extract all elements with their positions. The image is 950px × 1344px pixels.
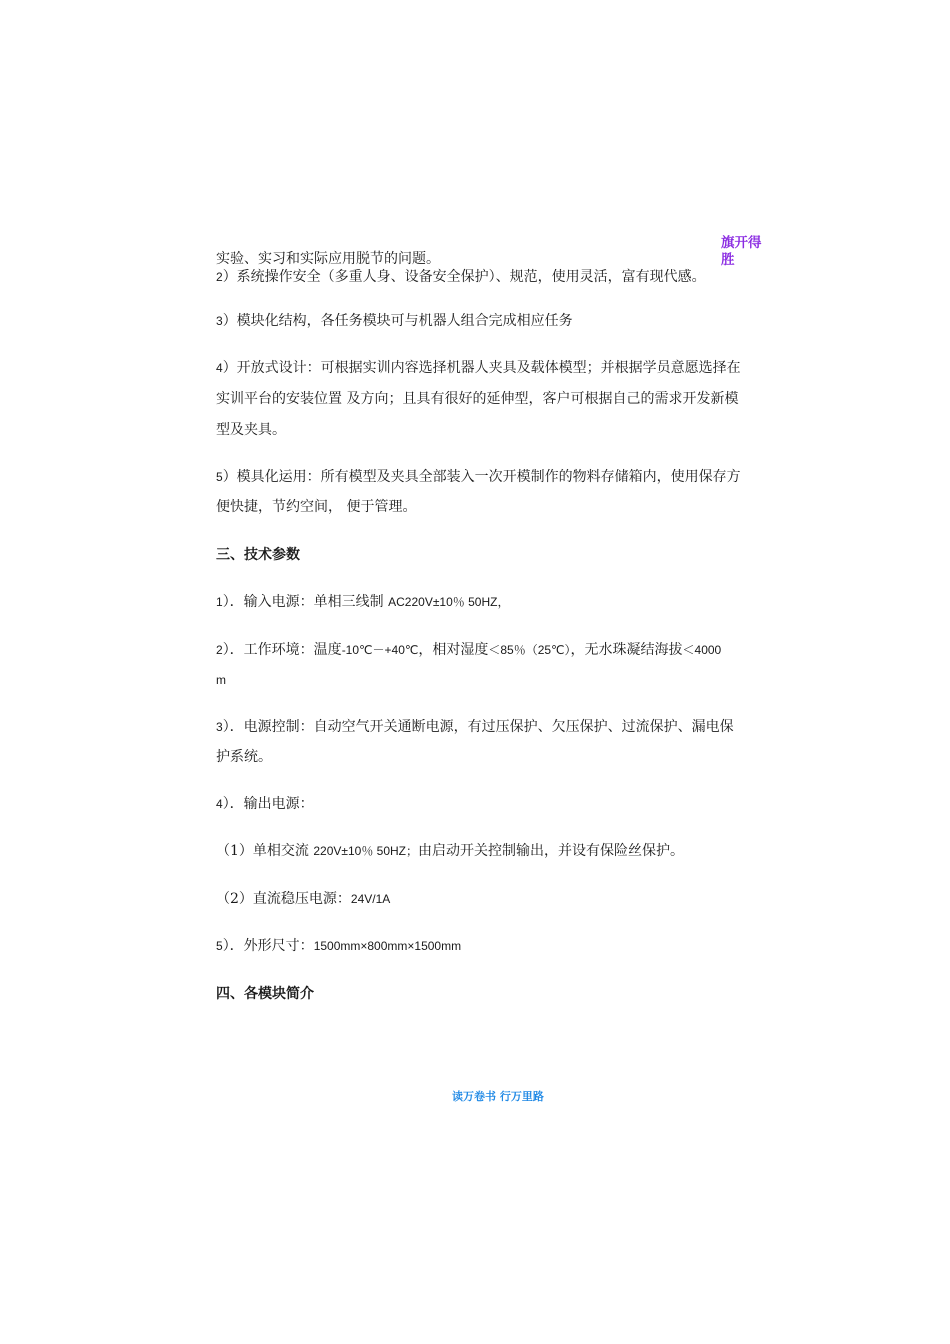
item-number: 3 [216, 314, 223, 328]
param-value: -10℃－+40℃ [341, 643, 419, 657]
item-number: 3 [216, 720, 223, 734]
item-number: 1 [216, 595, 223, 609]
paragraph-line-1: 实验、实习和实际应用脱节的问题。 [216, 251, 440, 267]
param-label: ，无水珠凝结海拔 [570, 642, 683, 658]
item-number: 5 [216, 470, 223, 484]
paragraph-item-5 [216, 467, 741, 487]
param-value: 24V/1A [350, 892, 391, 906]
item-number: 4 [216, 361, 223, 375]
param-label: ）．输出电源： [222, 796, 314, 812]
param-label: ，相对湿度 [418, 642, 489, 658]
param-value: ＜85％（25℃） [488, 643, 571, 657]
param-label: ）．电源控制：自动空气开关通断电源，有过压保护、欠压保护、过流保护、漏电保 [222, 719, 734, 735]
param-ac-output [216, 841, 684, 861]
paragraph-line-6: 型及夹具。 [216, 422, 286, 438]
item-number: 4 [216, 797, 223, 811]
paragraph-item-4 [216, 358, 741, 378]
param-environment-cont [216, 670, 226, 690]
paragraph-line-5: 实训平台的安装位置 及方向；且具有很好的延伸型，客户可根据自己的需求开发新模 [216, 391, 739, 407]
item-number: 5 [216, 939, 223, 953]
param-dc-output [216, 889, 390, 909]
item-text: ）模块化结构，各任务模块可与机器人组合完成相应任务 [222, 313, 573, 329]
param-label: （2）直流稳压电源： [216, 891, 351, 907]
param-value: 220V±10％ 50HZ； [313, 844, 418, 858]
param-value: 1500mm×800mm×1500mm [313, 939, 462, 953]
param-power-control [216, 717, 734, 737]
paragraph-line-8: 便快捷，节约空间， 便于管理。 [216, 499, 417, 515]
item-text: ）模具化运用：所有模型及夹具全部装入一次开模制作的物料存储箱内，使用保存方 [222, 469, 741, 485]
param-value: m [216, 673, 226, 687]
item-number: 2 [216, 643, 223, 657]
param-label: 由启动开关控制输出，并设有保险丝保护。 [418, 843, 684, 859]
section-heading-tech-params: 三、技术参数 [216, 547, 300, 563]
param-input-power [216, 592, 509, 612]
paragraph-item-3 [216, 311, 573, 331]
item-text: ）系统操作安全（多重人身、设备安全保护）、规范，使用灵活，富有现代感。 [222, 269, 706, 285]
param-label: ）．外形尺寸： [222, 938, 314, 954]
param-power-control-cont: 护系统。 [216, 749, 272, 765]
param-dimensions [216, 936, 461, 956]
param-label: （1）单相交流 [216, 843, 314, 859]
footer-watermark-text: 读万卷书 行万里路 [452, 1090, 544, 1103]
param-label: ）．工作环境：温度 [222, 642, 342, 658]
param-value: ＜4000 [682, 643, 722, 657]
item-text: ）开放式设计：可根据实训内容选择机器人夹具及载体模型；并根据学员意愿选择在 [222, 360, 741, 376]
param-environment [216, 640, 721, 660]
paragraph-item-2 [216, 267, 706, 287]
header-watermark-text: 旗开得胜 [721, 235, 762, 268]
param-output-power [216, 794, 314, 814]
section-heading-modules: 四、各模块简介 [216, 986, 314, 1002]
param-value: AC220V±10％ 50HZ， [388, 595, 510, 609]
item-number: 2 [216, 270, 223, 284]
param-label: ）．输入电源：单相三线制 [222, 594, 389, 610]
